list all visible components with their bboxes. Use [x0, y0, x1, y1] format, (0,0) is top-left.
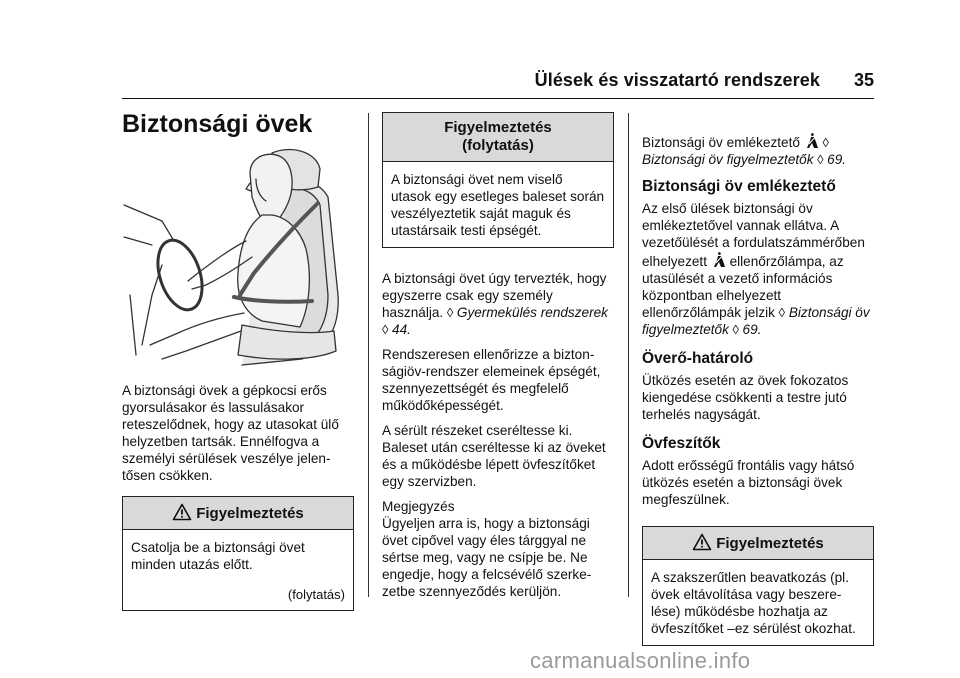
continued-label: (folytatás) [287, 587, 345, 602]
column-2 [382, 108, 614, 600]
column-divider-1 [368, 113, 369, 597]
ref-link-seatbelt-warnings[interactable]: Biztonsági öv figyelmeztetők [642, 305, 870, 337]
ref-page-number[interactable]: 69 [742, 322, 758, 337]
warning-title: Figyelmeztetés (folytatás) [444, 119, 552, 154]
warning-title: Figyelmeztetés [716, 535, 824, 552]
ref-arrow-icon: ◊ [728, 322, 743, 337]
column-1 [122, 108, 354, 611]
usage-text: A biztonsági övet úgy tervezték, hogy egyszerre csak egy személy használja. [382, 271, 607, 320]
lead-paragraph: Biztonsági öv emlékeztető ◊ Biztonsági öv figyelmeztetők ◊ 69. [642, 132, 874, 168]
ref-link-seatbelt-warnings[interactable]: Biztonsági öv figyelmeztetők [642, 152, 814, 167]
section-title: Ülések és visszatartó rendszerek [534, 70, 820, 90]
page-header [0, 70, 960, 100]
ref-arrow-icon: ◊ [774, 305, 786, 320]
ref-arrow-icon: ◊ [813, 152, 828, 167]
warning-body [383, 162, 613, 247]
warning-box-continued [382, 112, 614, 248]
reminder-text-b: ellenőrzőlámpa, az utasülését a vezető információs központban elhelyezett ellenőrzőlámpák jelzik [642, 254, 844, 320]
warning-header [383, 113, 613, 162]
ref-page-number[interactable]: 69 [827, 152, 843, 167]
seatbelt-illustration [122, 145, 354, 371]
warning-box [122, 496, 354, 611]
reminder-text-a: Az első ülések biztonsági öv emlékeztetővel vannak ellátva. A vezetőülését a fordulatszámmérőben elhelyezett [642, 201, 865, 269]
seatbelt-reminder-icon [806, 132, 819, 149]
ref-link-child-seats[interactable]: Gyermekülés rendszerek [456, 305, 608, 320]
inspection-paragraph: Rendszeresen ellenőrizze a biztonságiöv-rendszer elemeinek épségét, szennyezettségét és megfelelő működőképességét. [382, 347, 601, 413]
note-text: Ügyeljen arra is, hogy a biztonsági övet cipővel vagy éles tárggyal ne sértse meg, vagy ne csípje be. Ne engedje, hogy a felcsévélő szerkezetbe szennyeződés kerüljön. [382, 516, 592, 599]
ref-arrow-icon: ◊ [822, 135, 829, 150]
ref-arrow-icon: ◊ [382, 322, 393, 337]
tensioner-text: Adott erősségű frontális vagy hátsó ütközés esetén a biztonsági övek megfeszülnek. [642, 458, 855, 507]
warning-text: A biztonsági övet nem viselő utasok egy esetleges baleset során veszélyeztetik saját maguk és utastársaik testi épségét. [391, 172, 605, 238]
ref-page-number[interactable]: 44 [392, 322, 408, 337]
column-3 [642, 108, 874, 646]
usage-paragraph: A biztonsági övet úgy tervezték, hogy egyszerre csak egy személy használja. ◊ Gyermekülés rendszerek ◊ 44. [382, 271, 608, 337]
warning-header [643, 527, 873, 560]
warning-header [123, 497, 353, 530]
warning-title: Figyelmeztetés [196, 505, 304, 522]
warning-body [643, 560, 873, 645]
warning-text: Csatolja be a biztonsági övet minden utazás előtt. [131, 540, 305, 572]
limiter-text: Ütközés esetén az övek fokozatos kiengedése csökkenti a testre jutó terhelés nagyságát. [642, 373, 849, 422]
warning-body [123, 530, 353, 610]
header-rule [122, 98, 874, 99]
watermark: carmanualsonline.info [530, 648, 751, 673]
warning-triangle-icon [692, 533, 712, 551]
tensioner-heading: Övfeszítők [642, 435, 721, 452]
replacement-paragraph: A sérült részeket cseréltesse ki. Baleset után cseréltesse ki az öveket és a működésbe lépett övfeszítőket egy szervizben. [382, 423, 606, 489]
seatbelt-reminder-icon [713, 251, 726, 268]
page-number: 35 [853, 70, 874, 90]
page-title: Biztonsági övek [122, 110, 313, 138]
limiter-heading: Överő-határoló [642, 350, 754, 367]
note-heading: Megjegyzés [382, 499, 455, 514]
reminder-paragraph: Az első ülések biztonsági öv emlékeztetővel vannak ellátva. A vezetőülését a fordulatszámmérőben elhelyezett ellenőrzőlámpa, az utasülését a vezető információs központban elhelyezett ellenőrzőlámpák jelzik ◊ Biztonsági öv figyelmeztetők ◊ 69. [642, 201, 870, 337]
warning-triangle-icon [172, 503, 192, 521]
warning-text: A szakszerűtlen beavatkozás (pl. övek eltávolítása vagy beszerelése) működésbe hozhatja az övfeszítőket –ez sérülést okozhat. [651, 570, 856, 636]
column-divider-2 [628, 113, 629, 597]
ref-arrow-icon: ◊ [443, 305, 457, 320]
warning-box [642, 526, 874, 646]
lead-text: Biztonsági öv emlékeztető [642, 135, 800, 150]
intro-paragraph: A biztonsági övek a gépkocsi erős gyorsulásakor és lassulásakor reteszelődnek, hogy az utasokat ülő helyzetben tartsák. Ennélfogva a személyi sérülések veszélye jelentősen csökken. [122, 383, 339, 483]
reminder-heading: Biztonsági öv emlékeztető [642, 178, 836, 195]
